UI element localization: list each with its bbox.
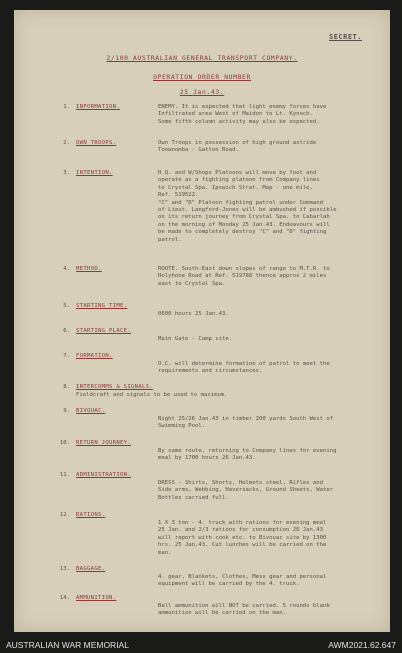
paragraph-heading: INTERCOMMS & SIGNALS. — [76, 384, 154, 390]
paragraph-number: 4. — [63, 266, 70, 272]
paragraph-heading: BAGGAGE. — [76, 566, 106, 572]
unit-heading: 2/100 AUSTRALIAN GENERAL TRANSPORT COMPANY. — [106, 54, 298, 62]
paragraph-body: H.Q. and W/Shops Platoons will move by foot and operate as a fighting platoon from Company lines to Crystal Spa. Ipswich Strat. Map - one mile, Ref. 519522. "C" and "D" Platoon fighting patrol under Command of Lieut. Langford-Jones will be ambushed if possible on its return journey from Crystal Spa. to Cabarlah on the morning of Monday 25 Jan.43. Endeavours will be made to completely destroy "C" and "D" fighting patrol. — [158, 170, 337, 243]
paragraph-heading: INFORMATION. — [76, 104, 121, 110]
paragraph-heading: STARTING PLACE. — [76, 328, 132, 334]
paragraph-heading: ADMINISTRATION. — [76, 472, 132, 478]
paragraph-heading: STARTING TIME. — [76, 303, 128, 309]
paragraph-body: DRESS - Shirts, Shorts, Helmets steel, Rifles and Side arms, Webbing, Haversacks, Ground Sheets, Water Bottles carried full. — [158, 480, 334, 501]
paragraph-number: 6. — [63, 328, 70, 334]
paragraph-heading: RATIONS. — [76, 512, 106, 518]
paragraph-heading: INTENTION. — [76, 170, 113, 176]
paragraph-body: 0600 hours 25 Jan.43. — [158, 311, 229, 317]
paragraph-number: 7. — [63, 353, 70, 359]
paragraph-heading: METHOD. — [76, 266, 102, 272]
paragraph-heading: AMMUNITION. — [76, 595, 117, 601]
paragraph-number: 13. — [59, 566, 70, 572]
paragraph-body: ROUTE. South-East down slopes of range to M.T.R. to Holyhone Road at Ref. 519788 thence approx 2 miles east to Crystal Spa. — [158, 266, 330, 287]
paragraph-body: O.C. will determine formation of patrol to meet the requirements and circumstances. — [158, 361, 330, 375]
paragraph-number: 8. — [63, 384, 70, 390]
order-date: 25 Jan.43. — [179, 88, 225, 96]
paragraph-body: Main Gate - Camp site. — [158, 336, 233, 342]
paragraph-number: 2. — [63, 140, 70, 146]
paragraph-body: 1 X 3 ton - 4. truck with rations for evening meal 25 Jan. and 2/3 rations for consumption 26 Jan.43 will report with cook etc. to Bivouac site by 1300 hrs. 25 Jan.43. Cut lunches will be carried on the man. — [158, 520, 327, 556]
paragraph-heading: OWN TROOPS. — [76, 140, 117, 146]
paragraph-number: 10. — [59, 440, 70, 446]
paragraph-number: 1. — [63, 104, 70, 110]
document-page — [14, 10, 390, 632]
paragraph-body: By same route, returning to Company lines for evening meal by 1700 hours 26 Jan.43. — [158, 448, 337, 462]
order-title: OPERATION ORDER NUMBER — [153, 73, 251, 81]
paragraph-number: 14. — [59, 595, 70, 601]
paragraph-number: 11. — [59, 472, 70, 478]
paragraph-body: Ball ammunition will NOT be carried. 5 rounds blank ammunition will be carried on the man. — [158, 603, 330, 617]
classification-stamp: SECRET. — [328, 33, 362, 41]
paragraph-heading: RETURN JOURNEY. — [76, 440, 132, 446]
paragraph-heading: BIVOUAC. — [76, 408, 106, 414]
paragraph-heading: FORMATION. — [76, 353, 113, 359]
archive-credit: AUSTRALIAN WAR MEMORIAL — [6, 640, 129, 650]
paragraph-body: Own Troops in possession of high ground astride Toowoomba - Gatton Road. — [158, 140, 317, 154]
paragraph-number: 3. — [63, 170, 70, 176]
paragraph-body: Night 25/26 Jan.43 in timber 200 yards South West of Swimming Pool. — [158, 416, 334, 430]
paragraph-body: 4. gear, Blankets, Clothes, Mess gear and personal equipment will be carried by the 4. truck. — [158, 574, 327, 588]
paragraph-number: 9. — [63, 408, 70, 414]
paragraph-body: Fieldcraft and signals to be used to maximum. — [76, 392, 228, 398]
accession-number: AWM2021.62.647 — [328, 640, 396, 650]
paragraph-number: 12. — [59, 512, 70, 518]
paragraph-number: 5. — [63, 303, 70, 309]
paragraph-body: ENEMY. It is expected that light enemy forces have Infiltrated area West of Maidon to Lt. Kynoch. Some fifth column activity may also be expected. — [158, 104, 327, 125]
